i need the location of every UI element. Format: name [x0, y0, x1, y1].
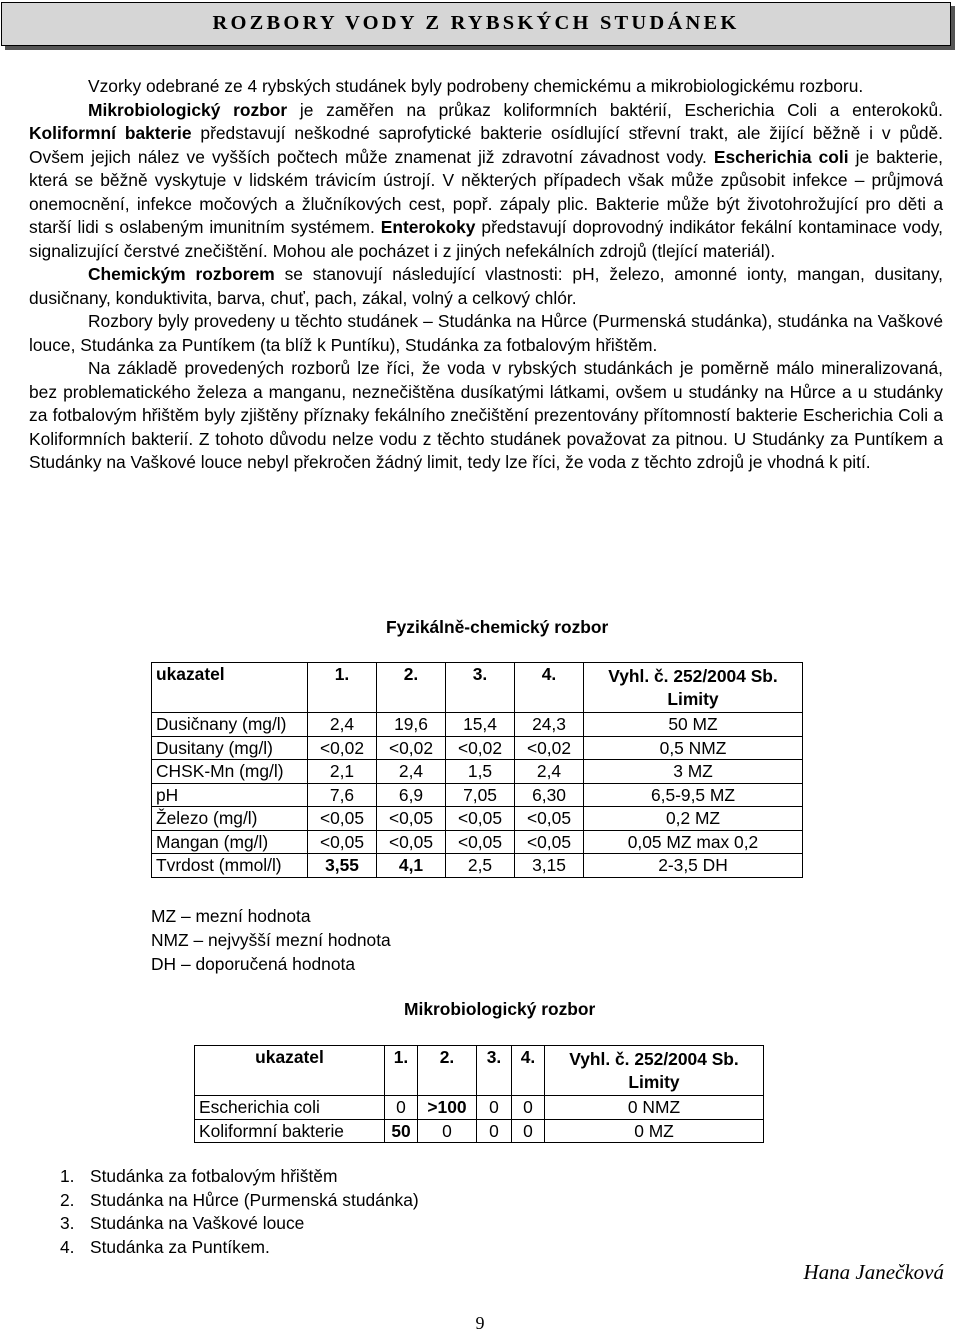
- value-cell: 2,4: [377, 760, 446, 784]
- sites-list: [60, 1165, 419, 1259]
- term-chemistry: Chemickým rozborem: [88, 264, 275, 284]
- value-cell: 2-3,5 DH: [584, 854, 803, 878]
- row-label-cell: Escherichia coli: [195, 1096, 385, 1120]
- value-cell: <0,05: [377, 830, 446, 854]
- value-cell: 2,4: [515, 760, 584, 784]
- value-cell: <0,05: [515, 807, 584, 831]
- list-item: [60, 1236, 419, 1260]
- value-cell: 2,5: [446, 854, 515, 878]
- micro-table: [194, 1045, 764, 1143]
- value-cell: 7,6: [308, 783, 377, 807]
- table-row: [152, 807, 803, 831]
- legend-item: NMZ – nejvyšší mezní hodnota: [151, 930, 391, 950]
- value-cell: 15,4: [446, 713, 515, 737]
- paragraph-chemistry: Chemickým rozborem se stanovují následující vlastnosti: pH, železo, amonné ionty, mangan, dusitany, dusičnany, konduktivita, barva, chuť, pach, zákal, volný a celkový chlór.: [29, 264, 943, 308]
- value-cell: 19,6: [377, 713, 446, 737]
- value-cell: 2,1: [308, 760, 377, 784]
- legend-item: MZ – mezní hodnota: [151, 906, 311, 926]
- table-row: [152, 713, 803, 737]
- list-number: 3.: [60, 1213, 75, 1233]
- term-coliform: Koliformní bakterie: [29, 123, 192, 143]
- value-cell: 0,5 NMZ: [584, 736, 803, 760]
- table-row: [152, 783, 803, 807]
- micro-title: Mikrobiologický rozbor: [404, 999, 596, 1019]
- value-cell: 50: [385, 1119, 418, 1143]
- value-cell: <0,02: [446, 736, 515, 760]
- paragraph-conclusion: Na základě provedených rozborů lze říci, že voda v rybských studánkách je poměrně málo mineralizovaná, bez problematického železa a manganu, neznečištěna dusíkatými látkami, ovšem u studánky na Hůrce a u studánky za fotbalovým hřištěm byly zjištěny příznaky fekálního znečištění prezentovány přítomností bakterie Escherichia Coli a Koliformních bakterií. Z tohoto důvodu nelze vodu z těchto studánek považovat za pitnou. U Studánky za Puntíkem a Studánky na Vaškové louce nebyl překročen žádný limit, tedy lze říci, že voda z těchto zdrojů je vhodná k pití.: [29, 358, 943, 472]
- value-cell: 3,15: [515, 854, 584, 878]
- term-enterococci: Enterokoky: [380, 217, 476, 237]
- row-label-cell: Dusitany (mg/l): [152, 736, 308, 760]
- value-cell: 4,1: [377, 854, 446, 878]
- list-item-label: Studánka za fotbalovým hřištěm: [90, 1166, 338, 1186]
- abbreviation-legend: [151, 904, 391, 976]
- value-cell: 1,5: [446, 760, 515, 784]
- table-row: [152, 854, 803, 878]
- value-cell: <0,05: [515, 830, 584, 854]
- value-cell: <0,05: [446, 830, 515, 854]
- value-cell: 0: [512, 1119, 545, 1143]
- value-cell: 50 MZ: [584, 713, 803, 737]
- value-cell: 3 MZ: [584, 760, 803, 784]
- value-cell: <0,05: [446, 807, 515, 831]
- paragraph-sites: Rozbory byly provedeny u těchto studánek – Studánka na Hůrce (Purmenská studánka), studánka na Vaškové louce, Studánka za Puntíkem (ta blíž k Puntíku), Studánka za fotbalovým hřištěm.: [29, 311, 943, 355]
- legend-item: DH – doporučená hodnota: [151, 954, 356, 974]
- value-cell: 0: [477, 1096, 512, 1120]
- row-label-cell: Dusičnany (mg/l): [152, 713, 308, 737]
- value-cell: 0,05 MZ max 0,2: [584, 830, 803, 854]
- value-cell: 24,3: [515, 713, 584, 737]
- value-cell: 0: [477, 1119, 512, 1143]
- value-cell: 0: [385, 1096, 418, 1120]
- table-header-row: ukazatel 1. 2. 3. 4. Vyhl. č. 252/2004 Sb. Limity: [195, 1046, 764, 1096]
- paragraph-microbiology: Mikrobiologický rozbor je zaměřen na průkaz koliformních baktérií, Escherichia Coli a enterokoků. Koliformní bakterie představují neškodné saprofytické bakterie osídlující střevní trakt, ale žijící běžně i v půdě. Ovšem jejich nález ve vyšších počtech může znamenat již zdravotní závadnost vody. Escherichia coli je bakterie, která se běžně vyskytuje v lidském trávicím ústrojí. V některých případech však může způsobit infekce – průjmová onemocnění, infekce močových a žlučníkových cest, popř. zápaly plic. Bakterie může být životohrožující pro děti a starší lidi s oslabeným imunitním systémem. Enterokoky představují doprovodný indikátor fekální kontaminace vody, signalizující čerstvé znečištění. Mohou ale pocházet i z jiných nefekálních zdrojů (tlející materiál).: [29, 99, 943, 261]
- list-item-label: Studánka na Hůrce (Purmenská studánka): [90, 1189, 419, 1210]
- list-number: 2.: [60, 1189, 75, 1210]
- row-label-cell: pH: [152, 783, 308, 807]
- list-number: 1.: [60, 1166, 75, 1186]
- author-signature: Hana Janečková: [803, 1260, 944, 1284]
- value-cell: 0: [418, 1119, 477, 1143]
- term-ecoli: Escherichia coli: [713, 146, 849, 167]
- list-item: [60, 1189, 419, 1213]
- value-cell: 6,5-9,5 MZ: [584, 783, 803, 807]
- value-cell: <0,02: [515, 736, 584, 760]
- row-label-cell: Železo (mg/l): [152, 807, 308, 831]
- list-number: 4.: [60, 1236, 75, 1257]
- list-item-label: Studánka na Vaškové louce: [90, 1213, 305, 1233]
- value-cell: 0 NMZ: [545, 1096, 764, 1120]
- value-cell: <0,05: [377, 807, 446, 831]
- value-cell: 3,55: [308, 854, 377, 878]
- table-row: [152, 736, 803, 760]
- term-microbiology: Mikrobiologický rozbor: [88, 99, 288, 120]
- table-header-row: ukazatel 1. 2. 3. 4. Vyhl. č. 252/2004 Sb. Limity: [152, 663, 803, 713]
- list-item: [60, 1212, 419, 1236]
- table-row: [152, 760, 803, 784]
- value-cell: 6,30: [515, 783, 584, 807]
- row-label-cell: CHSK-Mn (mg/l): [152, 760, 308, 784]
- value-cell: <0,05: [308, 807, 377, 831]
- phys-chem-title: Fyzikálně-chemický rozbor: [386, 617, 609, 637]
- value-cell: >100: [418, 1096, 477, 1120]
- value-cell: 0,2 MZ: [584, 807, 803, 831]
- value-cell: 2,4: [308, 713, 377, 737]
- list-item: [60, 1165, 419, 1189]
- table-row: [195, 1096, 764, 1120]
- value-cell: 0 MZ: [545, 1119, 764, 1143]
- list-item-label: Studánka za Puntíkem.: [90, 1236, 270, 1257]
- value-cell: <0,02: [308, 736, 377, 760]
- paragraph-samples: Vzorky odebrané ze 4 rybských studánek byly podrobeny chemickému a mikrobiologickému rozboru.: [88, 76, 864, 96]
- row-label-cell: Tvrdost (mmol/l): [152, 854, 308, 878]
- page-number: 9: [475, 1313, 485, 1333]
- row-label-cell: Koliformní bakterie: [195, 1119, 385, 1143]
- value-cell: <0,05: [308, 830, 377, 854]
- value-cell: 0: [512, 1096, 545, 1120]
- page-title: ROZBORY VODY Z RYBSKÝCH STUDÁNEK: [212, 12, 740, 34]
- value-cell: <0,02: [377, 736, 446, 760]
- row-label-cell: Mangan (mg/l): [152, 830, 308, 854]
- value-cell: 7,05: [446, 783, 515, 807]
- table-row: [195, 1119, 764, 1143]
- phys-chem-table: [151, 662, 803, 878]
- page-header-banner: [1, 2, 951, 46]
- table-row: [152, 830, 803, 854]
- body-text: [29, 75, 943, 475]
- value-cell: 6,9: [377, 783, 446, 807]
